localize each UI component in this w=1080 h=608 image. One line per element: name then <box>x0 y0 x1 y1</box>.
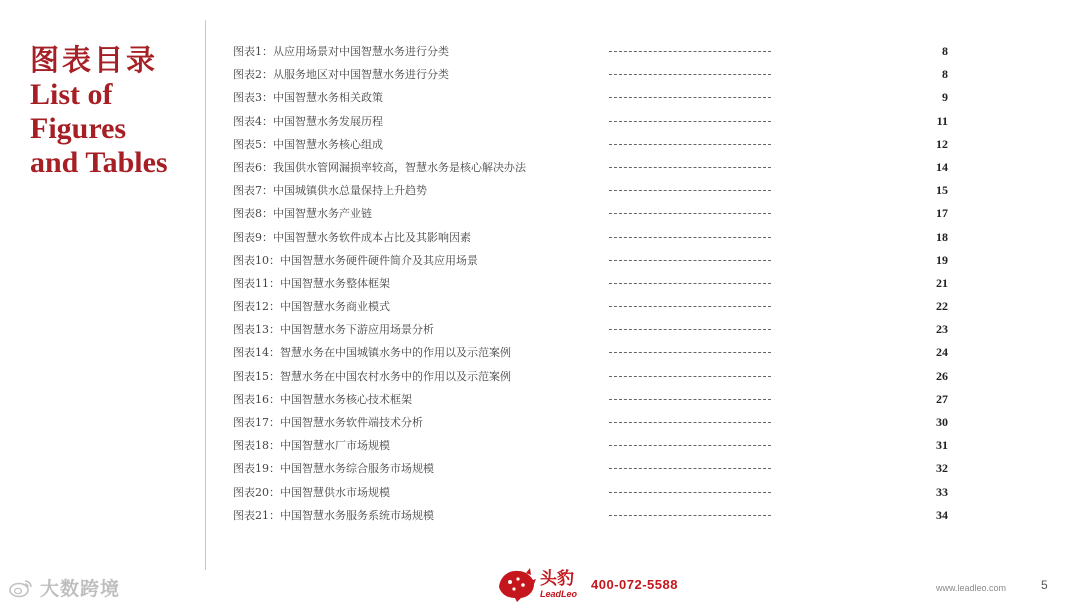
toc-entry-page: 18 <box>936 229 948 244</box>
toc-leader-line <box>609 213 771 214</box>
toc-entry-page: 8 <box>942 44 948 58</box>
toc-leader-line <box>609 74 771 75</box>
toc-entry-page: 32 <box>936 461 948 476</box>
toc-row <box>233 481 948 504</box>
toc-entry-label: 图表14：智慧水务在中国城镇水务中的作用以及示范案例 <box>233 346 511 360</box>
toc-entry-label: 图表19：中国智慧水务综合服务市场规模 <box>233 462 434 476</box>
toc-row <box>233 388 948 411</box>
toc-row <box>233 40 948 63</box>
toc-leader-line <box>609 329 771 330</box>
toc-entry-page: 26 <box>936 368 948 383</box>
toc-row <box>233 86 948 109</box>
toc-row <box>233 226 948 249</box>
toc-leader-line <box>609 97 771 98</box>
toc-entry-label: 图表10：中国智慧水务硬件硬件简介及其应用场景 <box>233 253 478 267</box>
toc-row <box>233 202 948 225</box>
toc-entry-label: 图表1：从应用场景对中国智慧水务进行分类 <box>233 45 449 58</box>
brand-block <box>496 565 678 603</box>
toc-leader-line <box>609 515 771 516</box>
brand-name-en: LeadLeo <box>540 589 578 599</box>
weibo-icon <box>8 578 34 598</box>
website-url: www.leadleo.com <box>936 583 1007 593</box>
title-cn: 图表目录 <box>30 43 159 77</box>
toc-entry-label: 图表5：中国智慧水务核心组成 <box>233 137 383 151</box>
toc-entry-page: 15 <box>936 183 948 198</box>
toc-entry-page: 30 <box>936 415 948 429</box>
toc-leader-line <box>609 121 771 122</box>
title-en-line-3: and Tables <box>30 146 168 179</box>
title-en-line-1: List of <box>30 78 113 111</box>
toc-entry-label: 图表4：中国智慧水务发展历程 <box>233 114 383 128</box>
toc-leader-line <box>609 167 771 168</box>
toc-entry-page: 34 <box>936 507 948 522</box>
toc-entry-page: 11 <box>936 113 948 128</box>
toc-entry-label: 图表18：中国智慧水厂市场规模 <box>233 439 390 453</box>
toc-row <box>233 411 948 434</box>
toc-row <box>233 365 948 388</box>
toc-row <box>233 272 948 295</box>
toc-leader-line <box>609 399 771 400</box>
toc-entry-page: 22 <box>936 299 948 314</box>
toc-entry-label: 图表20：中国智慧供水市场规模 <box>233 485 390 499</box>
toc-entry-label: 图表7：中国城镇供水总量保持上升趋势 <box>233 184 427 198</box>
title-en-line-2: Figures <box>30 112 127 145</box>
toc-row <box>233 504 948 527</box>
toc-entry-label: 图表13：中国智慧水务下游应用场景分析 <box>233 323 434 337</box>
toc-row <box>233 179 948 202</box>
toc-leader-line <box>609 260 771 261</box>
toc-entry-label: 图表9：中国智慧水务软件成本占比及其影响因素 <box>233 230 471 244</box>
toc-leader-line <box>609 468 771 469</box>
toc-row <box>233 318 948 341</box>
toc-leader-line <box>609 445 771 446</box>
toc-entry-label: 图表11：中国智慧水务整体框架 <box>233 276 390 290</box>
toc-entry-page: 23 <box>936 322 948 337</box>
toc-entry-page: 31 <box>936 438 948 453</box>
toc-row <box>233 63 948 86</box>
toc-entry-label: 图表17：中国智慧水务软件端技术分析 <box>233 416 423 429</box>
toc-entry-page: 14 <box>936 159 948 174</box>
toc-leader-line <box>609 352 771 353</box>
toc-row <box>233 156 948 179</box>
toc-list <box>233 40 948 527</box>
toc-leader-line <box>609 190 771 191</box>
toc-row <box>233 110 948 133</box>
toc-entry-page: 8 <box>942 67 948 82</box>
toc-row <box>233 457 948 480</box>
leopard-logo-icon <box>496 565 538 603</box>
toc-leader-line <box>609 237 771 238</box>
toc-entry-page: 21 <box>936 275 948 290</box>
brand-name-cn: 头豹 <box>540 569 574 589</box>
toc-title-block <box>30 42 200 180</box>
toc-leader-line <box>609 422 771 423</box>
toc-entry-label: 图表8：中国智慧水务产业链 <box>233 207 372 221</box>
toc-row <box>233 341 948 364</box>
toc-leader-line <box>609 306 771 307</box>
toc-row <box>233 133 948 156</box>
toc-entry-label: 图表6：我国供水管网漏损率较高，智慧水务是核心解决办法 <box>233 160 526 174</box>
toc-entry-page: 9 <box>942 90 948 105</box>
toc-leader-line <box>609 51 771 52</box>
toc-row <box>233 295 948 318</box>
watermark-text: 大数跨境 <box>40 578 121 600</box>
toc-leader-line <box>609 492 771 493</box>
toc-entry-label: 图表12：中国智慧水务商业模式 <box>233 300 390 314</box>
toc-entry-page: 33 <box>936 484 948 499</box>
toc-leader-line <box>609 283 771 284</box>
toc-leader-line <box>609 376 771 377</box>
vertical-divider <box>205 20 206 570</box>
toc-entry-label: 图表21：中国智慧水务服务系统市场规模 <box>233 508 434 522</box>
page-number: 5 <box>1041 578 1048 592</box>
toc-entry-label: 图表16：中国智慧水务核心技术框架 <box>233 392 412 406</box>
toc-entry-page: 27 <box>936 391 948 406</box>
toc-entry-label: 图表15：智慧水务在中国农村水务中的作用以及示范案例 <box>233 369 511 383</box>
toc-entry-label: 图表2：从服务地区对中国智慧水务进行分类 <box>233 68 449 82</box>
watermark <box>8 574 120 601</box>
toc-entry-page: 19 <box>936 252 948 267</box>
toc-row <box>233 249 948 272</box>
toc-row <box>233 434 948 457</box>
toc-entry-page: 24 <box>936 345 948 360</box>
toc-leader-line <box>609 144 771 145</box>
phone-number: 400-072-5588 <box>591 576 678 592</box>
toc-entry-page: 17 <box>936 206 948 221</box>
toc-entry-page: 12 <box>936 136 948 151</box>
toc-entry-label: 图表3：中国智慧水务相关政策 <box>233 91 383 105</box>
